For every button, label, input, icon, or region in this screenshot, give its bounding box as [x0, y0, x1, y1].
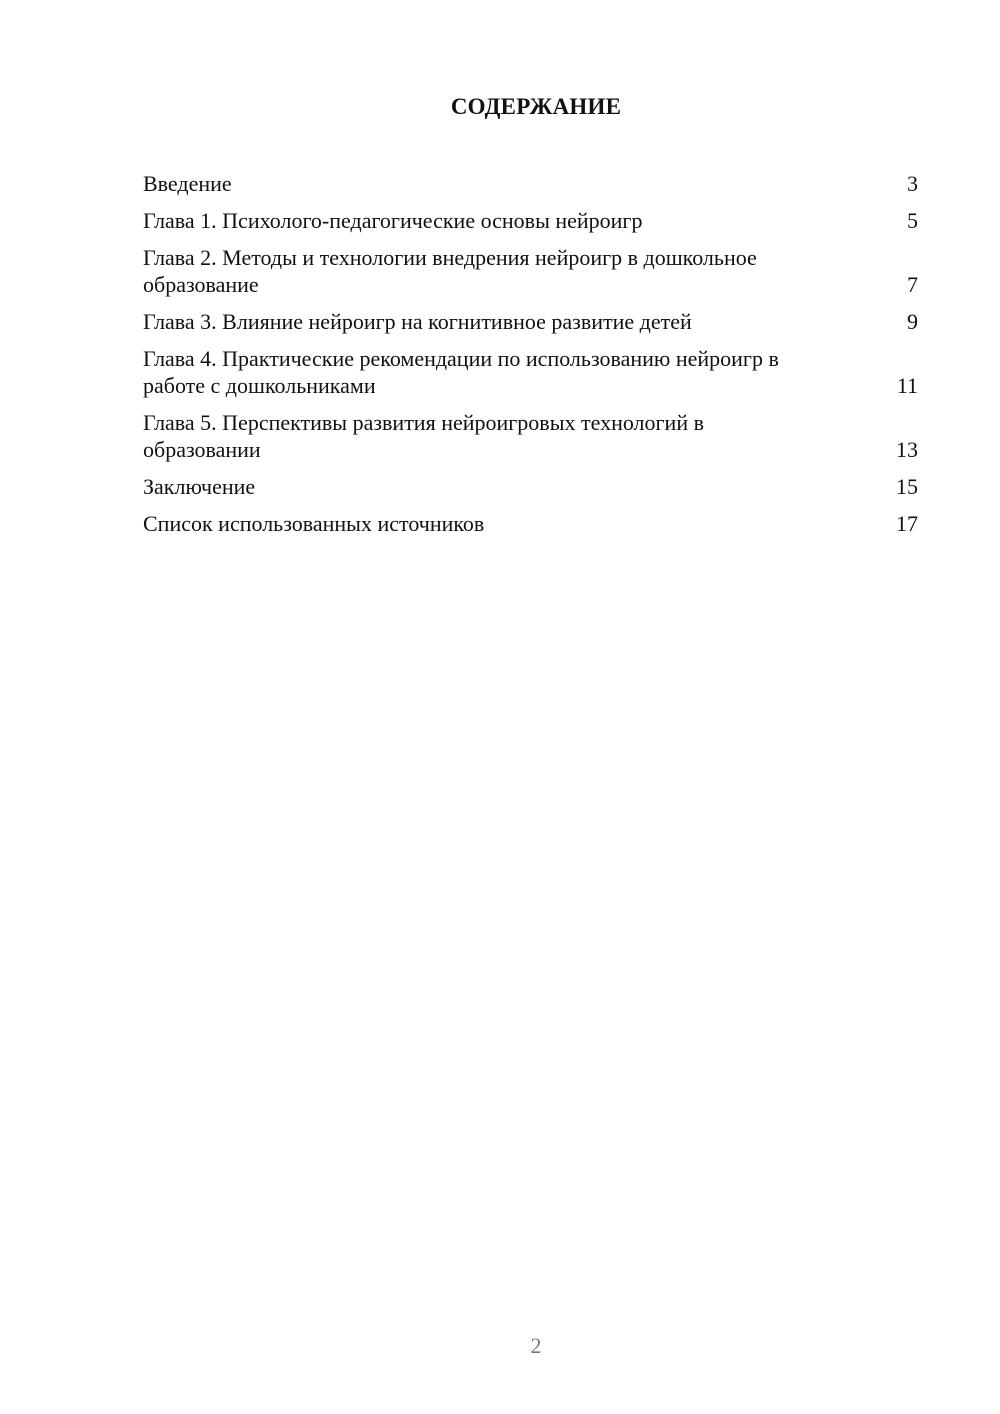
toc-entry-title: Глава 2. Методы и технологии внедрения нейроигр в дошкольное образование [143, 245, 757, 297]
toc-entry-title: Глава 3. Влияние нейроигр на когнитивное развитие детей [143, 309, 692, 334]
toc-entry-title: Глава 5. Перспективы развития нейроигровых технологий в образовании [143, 410, 704, 462]
table-of-contents [143, 170, 918, 547]
page-number: 2 [530, 1333, 542, 1358]
page-title: СОДЕРЖАНИЕ [450, 94, 622, 119]
toc-entry-chapter-1 [143, 207, 918, 234]
toc-entry-title: Введение [143, 171, 232, 196]
toc-entry-title: Список использованных источников [143, 511, 485, 536]
toc-entry-chapter-4 [143, 345, 918, 399]
toc-entry-page: 11 [896, 373, 918, 398]
toc-entry-conclusion [143, 473, 918, 500]
toc-entry-references [143, 510, 918, 537]
toc-entry-page: 5 [907, 208, 918, 233]
toc-entry-page: 13 [896, 437, 918, 462]
toc-entry-chapter-2 [143, 244, 918, 298]
toc-entry-page: 9 [907, 309, 918, 334]
toc-entry-page: 15 [896, 474, 918, 499]
toc-entry-page: 7 [907, 272, 918, 297]
toc-entry-page: 17 [896, 511, 918, 536]
toc-entry-title: Глава 1. Психолого-педагогические основы нейроигр [143, 208, 643, 233]
toc-entry-page: 3 [907, 171, 918, 196]
toc-entry-title: Глава 4. Практические рекомендации по использованию нейроигр в работе с дошкольниками [143, 346, 779, 398]
toc-entry-chapter-3 [143, 308, 918, 335]
toc-entry-title: Заключение [143, 474, 256, 499]
toc-entry-chapter-5 [143, 409, 918, 463]
toc-entry-introduction [143, 170, 918, 197]
